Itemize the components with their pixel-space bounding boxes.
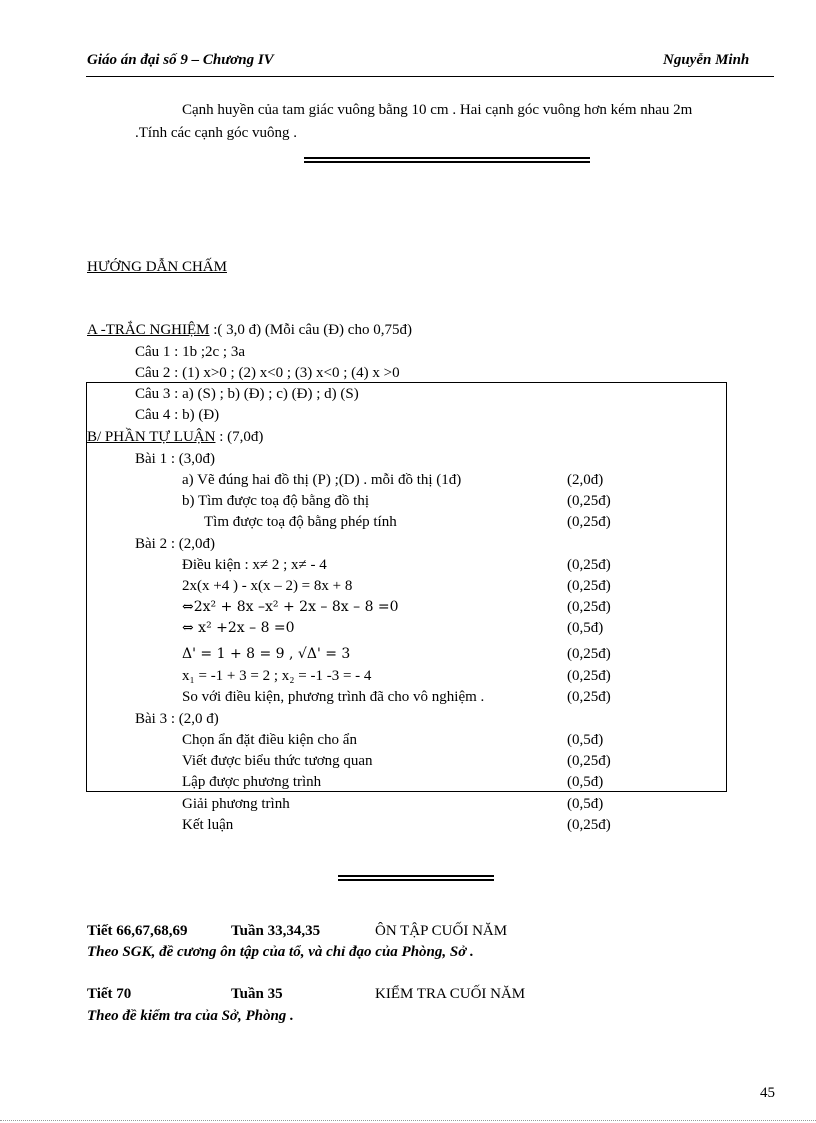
lesson-note: Theo đề kiểm tra của Sở, Phòng .	[87, 1008, 294, 1024]
part-b-score: : (7,0đ)	[215, 429, 264, 445]
bai1-title: Bài 1 : (3,0đ)	[135, 451, 215, 467]
guide-title: HƯỚNG DẪN CHẤM	[87, 259, 227, 275]
part-a-heading	[87, 322, 412, 339]
part-a-q3: Câu 3 : a) (S) ; b) (Đ) ; c) (Đ) ; d) (S)	[135, 386, 359, 402]
part-b-title: B/ PHẦN TỰ LUẬN	[87, 429, 216, 445]
section-divider	[304, 157, 590, 163]
bai3-item: Giải phương trình	[182, 796, 290, 812]
bai2-item: So với điều kiện, phương trình đã cho vô nghiệm .	[182, 689, 485, 705]
part-a-q1: Câu 1 : 1b ;2c ; 3a	[135, 344, 245, 360]
bai3-title: Bài 3 : (2,0 đ)	[135, 711, 219, 727]
bai1-item: b) Tìm được toạ độ bằng đồ thị	[182, 493, 370, 509]
bai2-item: x₁ = -1 + 3 = 2 ; x₂ = -1 -3 = - 4	[182, 668, 372, 684]
lesson-weeks: Tuần 33,34,35	[231, 923, 321, 939]
lesson-periods: Tiết 66,67,68,69	[87, 923, 188, 939]
lesson-note: Theo SGK, đề cương ôn tập của tổ, và chỉ đạo của Phòng, Sở .	[87, 944, 474, 960]
bai2-points: (0,25đ)	[567, 646, 611, 662]
bai3-item: Lập được phương trình	[182, 774, 322, 790]
bai2-item: ⇔ x² +2x – 8 =0	[182, 620, 295, 636]
bai3-points: (0,5đ)	[567, 796, 604, 812]
header-title: Giáo án đại số 9 – Chương IV	[87, 52, 274, 68]
lesson-weeks: Tuần 35	[231, 986, 283, 1002]
part-a-q4: Câu 4 : b) (Đ)	[135, 407, 220, 423]
header-author: Nguyễn Minh	[663, 52, 750, 68]
bai1-points: (0,25đ)	[567, 493, 611, 509]
header-rule	[86, 76, 774, 77]
bai3-points: (0,25đ)	[567, 753, 611, 769]
part-a-score: :( 3,0 đ) (Mỗi câu (Đ) cho 0,75đ)	[209, 322, 412, 338]
bai2-points: (0,25đ)	[567, 578, 611, 594]
bai2-item: Δ' = 1 + 8 = 9 , √Δ' = 3	[182, 646, 351, 662]
bai1-points: (0,25đ)	[567, 514, 611, 530]
page-bottom-border	[0, 1120, 816, 1121]
bai1-item: Tìm được toạ độ bằng phép tính	[204, 514, 397, 530]
bai2-points: (0,25đ)	[567, 557, 611, 573]
bai3-points: (0,5đ)	[567, 732, 604, 748]
problem-line-1: Cạnh huyền của tam giác vuông bằng 10 cm . Hai cạnh góc vuông hơn kém nhau 2m	[182, 102, 693, 118]
part-b-heading	[87, 429, 263, 446]
bai2-points: (0,5đ)	[567, 620, 604, 636]
problem-line-2: .Tính các cạnh góc vuông .	[135, 125, 298, 141]
part-a-title: A -TRẮC NGHIỆM	[87, 322, 210, 338]
bai2-item: ⇔2x² + 8x –x² + 2x – 8x – 8 =0	[182, 599, 399, 615]
bai2-points: (0,25đ)	[567, 668, 611, 684]
bai3-points: (0,25đ)	[567, 817, 611, 833]
bai3-item: Chọn ẩn đặt điều kiện cho ẩn	[182, 732, 357, 748]
lesson-title: ÔN TẬP CUỐI NĂM	[375, 923, 508, 939]
bai1-points: (2,0đ)	[567, 472, 604, 488]
bai3-item: Viết được biểu thức tương quan	[182, 753, 373, 769]
bai2-title: Bài 2 : (2,0đ)	[135, 536, 215, 552]
bai2-item: 2x(x +4 ) - x(x – 2) = 8x + 8	[182, 578, 353, 594]
part-a-q2: Câu 2 : (1) x>0 ; (2) x<0 ; (3) x<0 ; (4) x >0	[135, 365, 400, 381]
bai1-item: a) Vẽ đúng hai đồ thị (P) ;(D) . mỗi đồ thị (1đ)	[182, 472, 462, 488]
bai3-points: (0,5đ)	[567, 774, 604, 790]
bai2-item: Điều kiện : x≠ 2 ; x≠ - 4	[182, 557, 327, 573]
lesson-title: KIỂM TRA CUỐI NĂM	[375, 986, 526, 1002]
bai3-item: Kết luận	[182, 817, 234, 833]
page-number: 45	[760, 1085, 775, 1101]
lesson-periods: Tiết 70	[87, 986, 132, 1002]
bai2-points: (0,25đ)	[567, 599, 611, 615]
bai2-points: (0,25đ)	[567, 689, 611, 705]
section-divider	[338, 875, 494, 881]
